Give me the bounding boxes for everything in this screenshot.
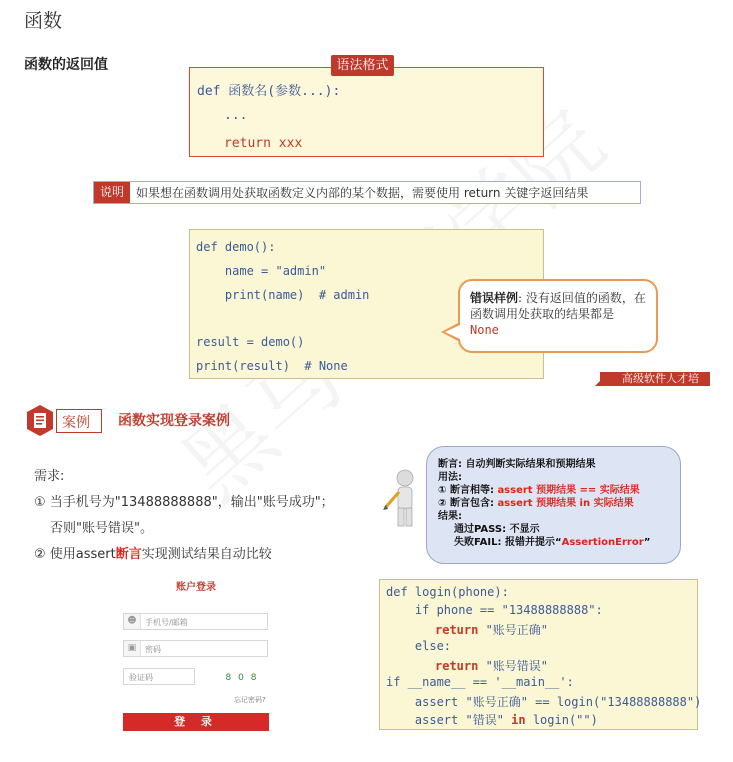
- lock-icon: ▣: [124, 641, 141, 656]
- page-title: 函数: [24, 10, 63, 32]
- assert-line: 断言: 自动判断实际结果和预期结果: [438, 459, 596, 470]
- return-value: "账号正确": [478, 623, 549, 637]
- syntax-code-box: [189, 67, 544, 157]
- login-code-line: [435, 621, 548, 638]
- return-keyword: return: [435, 659, 479, 673]
- demo-code-line: print(result) # None: [196, 359, 348, 373]
- error-callout-text: [470, 290, 650, 338]
- requirement-line-1: ① 当手机号为"13488888888"，输出"账号成功"；: [34, 495, 334, 510]
- assert-line: [438, 536, 650, 549]
- thinking-figure-icon: [383, 468, 423, 530]
- login-code-line: def login(phone):: [386, 585, 509, 599]
- syntax-line-return: return xxx: [224, 136, 303, 151]
- phone-placeholder: 手机号/邮箱: [145, 618, 188, 627]
- demo-code-line: name = "admin": [196, 264, 327, 278]
- assert-line: 用法:: [438, 472, 462, 483]
- none-word: None: [470, 323, 499, 337]
- callout-tail-inner: [445, 325, 460, 339]
- captcha-image[interactable]: 8 0 8: [225, 673, 259, 683]
- assert-line: 结果:: [438, 511, 462, 522]
- assert-info-bubble: [426, 446, 681, 564]
- section-title: 函数的返回值: [24, 57, 108, 73]
- demo-code-line: result = demo(): [196, 335, 305, 349]
- login-code-line: if __name__ == '__main__':: [386, 675, 574, 689]
- assert-line-pre: assert "错误": [386, 713, 512, 727]
- in-keyword: in: [511, 713, 526, 727]
- login-button[interactable]: 登 录: [123, 713, 269, 731]
- phone-input[interactable]: [123, 613, 268, 630]
- requirement-line-3-post: 实现测试结果自动比较: [141, 547, 272, 562]
- case-label: 案例: [62, 415, 90, 431]
- assert-line-post: login(""): [525, 713, 598, 727]
- login-code-line: if phone == "13488888888":: [386, 603, 603, 617]
- assert-line: [438, 484, 650, 497]
- login-code-line: [386, 711, 598, 728]
- syntax-line-ellipsis: ...: [224, 108, 248, 123]
- return-value: "账号错误": [478, 659, 549, 673]
- login-code-line: assert "账号正确" == login("13488888888"): [386, 695, 702, 709]
- case-label-box: [56, 409, 102, 433]
- requirement-line-3-pre: ② 使用assert: [34, 547, 116, 562]
- error-callout-body: : 没有返回值的函数，在函数调用处获取的结果都是: [470, 291, 646, 321]
- syntax-tag: 语法格式: [331, 55, 394, 76]
- login-code-line: [435, 657, 548, 674]
- assert-info-text: [438, 458, 650, 549]
- login-code-box: [379, 579, 702, 730]
- case-title: 函数实现登录案例: [118, 413, 230, 429]
- requirement-emphasis: 断言: [115, 547, 142, 562]
- captcha-placeholder: 验证码: [129, 673, 153, 682]
- login-code-line: else:: [386, 639, 452, 653]
- return-keyword: return: [435, 623, 479, 637]
- login-title: 账户登录: [176, 582, 216, 593]
- assert-in-label: ② 断言包含:: [438, 498, 498, 509]
- note-tag: 说明: [94, 182, 130, 203]
- captcha-input[interactable]: [123, 668, 195, 685]
- password-input[interactable]: [123, 640, 268, 657]
- assert-fail-pre: 失败FAIL: 报错并提示“: [454, 537, 562, 548]
- assert-line: 通过PASS: 不显示: [454, 524, 540, 535]
- requirement-line-2: 否则"账号错误"。: [50, 521, 153, 536]
- document-badge-icon: [25, 404, 55, 437]
- login-form: [118, 573, 274, 735]
- note-bar: [93, 181, 641, 204]
- assert-fail-post: ”: [643, 537, 651, 548]
- assertion-error-name: AssertionError: [561, 537, 644, 548]
- user-icon: ☻: [124, 614, 141, 629]
- assert-in-syntax: assert 预期结果 in 实际结果: [497, 498, 634, 509]
- assert-equal-label: ① 断言相等:: [438, 485, 498, 496]
- error-example-callout: [458, 279, 658, 353]
- demo-code-line: def demo():: [196, 240, 276, 254]
- demo-code-line: print(name) # admin: [196, 288, 370, 302]
- password-placeholder: 密码: [145, 645, 161, 654]
- requirements-title: 需求:: [34, 469, 65, 484]
- brand-banner: 高级软件人才培: [600, 372, 710, 386]
- error-callout-label: 错误样例: [470, 291, 519, 305]
- assert-equal-syntax: assert 预期结果 == 实际结果: [497, 485, 640, 496]
- note-text: 如果想在函数调用处获取函数定义内部的某个数据，需要使用 return 关键字返回结果: [136, 186, 589, 200]
- requirement-line-3: [34, 543, 272, 562]
- forgot-password-link[interactable]: 忘记密码?: [234, 696, 266, 704]
- assert-line: [438, 497, 650, 510]
- syntax-line-def: def 函数名(参数...):: [197, 84, 341, 99]
